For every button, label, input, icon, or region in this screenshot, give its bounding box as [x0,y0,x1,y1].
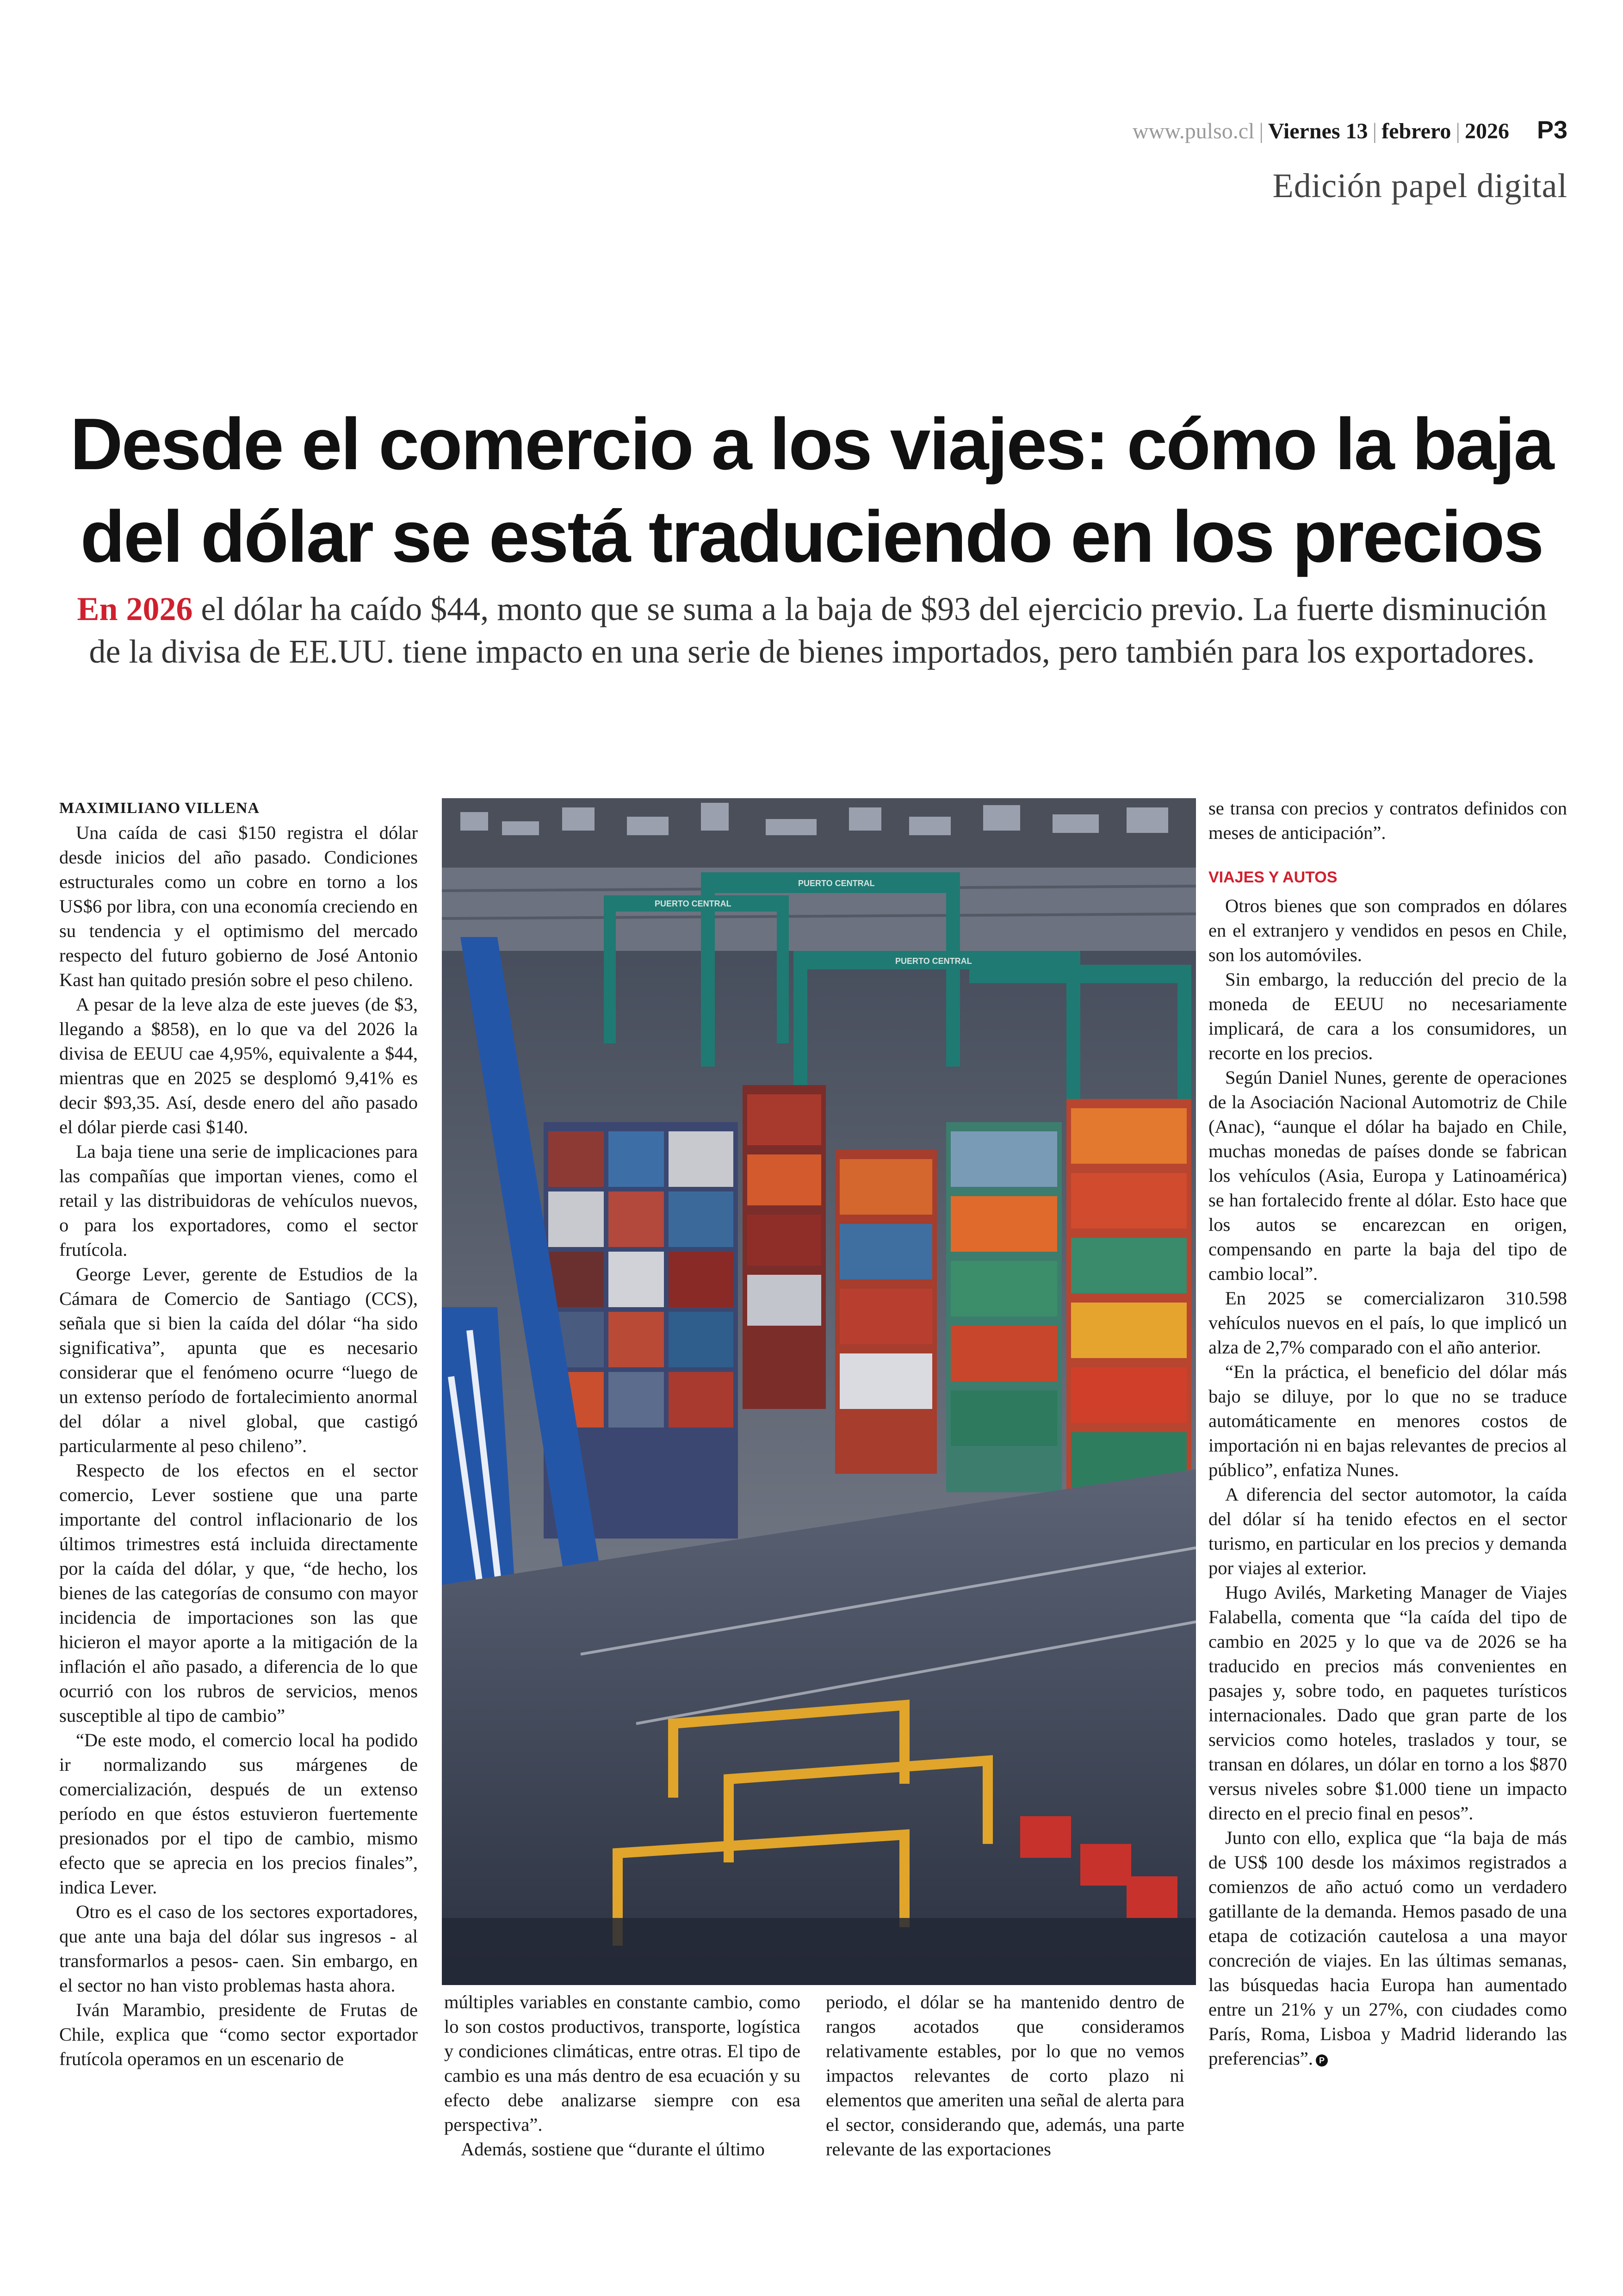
deck [69,588,1555,673]
deck-highlight: En 2026 [77,590,193,627]
paragraph: A diferencia del sector automotor, la caída del dólar sí ha tenido efectos en el sector turismo, en particular en los precios y demanda por viajes al exterior. [1208,1484,1567,1578]
paragraph: Hugo Avilés, Marketing Manager de Viajes Falabella, comenta que “la caída del tipo de cambio en 2025 y lo que va de 2026 se ha traducido en precios más convenientes en pasajes y, sobre todo, en paquetes turísticos internacionales. Dado que gran parte de los servicios como hoteles, traslados y tour, se transan en dólares, un dólar en torno a los $870 versus niveles sobre $1.000 tiene un impacto directo en el precio final en pesos”. [1208,1582,1567,1824]
paragraph: se transa con precios y contratos definidos con meses de anticipación”. [1208,798,1567,843]
paragraph: periodo, el dólar se ha mantenido dentro de rangos acotados que consideramos relativamente estables, por lo que no vemos impactos relevantes de corto plazo ni elementos que ameriten una señal de alerta para el sector, considerando que, además, una parte relevante de las exportaciones [826,1992,1184,2159]
paragraph: múltiples variables en constante cambio, como lo son costos productivos, transporte, logística y condiciones climáticas, entre otras. El tipo de cambio es una más dentro de esa ecuación y su efecto debe analizarse siempre con esa perspectiva”. [444,1992,800,2135]
paragraph: Otro es el caso de los sectores exportadores, que ante una baja del dólar sus ingresos - al transformarlos a pesos- caen. Sin embargo, en el sector no han visto problemas hasta ahora. [59,1901,418,1996]
headline [0,398,1623,583]
deck-line-1 [69,588,1555,630]
site-url[interactable]: www.pulso.cl [1132,119,1255,143]
date-day: Viernes 13 [1268,119,1368,143]
edition-label: Edición papel digital [1272,167,1567,205]
paragraph: Otros bienes que son comprados en dólares en el extranjero y vendidos en pesos en Chile, son los automóviles. [1208,895,1567,965]
section-subhead: VIAJES Y AUTOS [1208,869,1338,886]
column-3 [826,1990,1184,2161]
paragraph: Sin embargo, la reducción del precio de la moneda de EEUU no necesariamente implicará, de cara a los consumidores, un recorte en los precios. [1208,969,1567,1063]
byline: MAXIMILIANO VILLENA [59,800,260,817]
separator: | [1456,119,1460,143]
crane-sign: PUERTO CENTRAL [655,899,731,908]
column-2 [444,1990,800,2161]
crane-sign: PUERTO CENTRAL [798,879,875,888]
deck-line-2: de la divisa de EE.UU. tiene impacto en una serie de bienes importados, pero también para los exportadores. [89,633,1535,670]
paragraph: Iván Marambio, presidente de Frutas de Chile, explica que “como sector exportador frutícola operamos en un escenario de [59,1999,418,2069]
date-month: febrero [1381,119,1451,143]
paragraph: Respecto de los efectos en el sector comercio, Lever sostiene que una parte importante del control inflacionario de los últimos trimestres está incluida directamente por la caída del dólar, y que, “de hecho, los bienes de las categorías de consumo con mayor incidencia de importaciones son las que hicieron el mayor aporte a la mitigación de la inflación el año pasado, a diferencia de lo que ocurrió con los rubros de servicios, menos susceptible al tipo de cambio” [59,1460,418,1726]
paragraph: Además, sostiene que “durante el último [461,2139,765,2159]
photo-illustration [442,798,1196,1985]
paragraph: George Lever, gerente de Estudios de la Cámara de Comercio de Santiago (CCS), señala que si bien la caída del dólar “ha sido significativa”, apunta que es necesario considerar que el fenómeno ocurre “luego de un extenso período de fortalecimiento anormal del dólar a nivel global, que castigó particularmente al peso chileno”. [59,1264,418,1456]
page-number: P3 [1536,116,1567,144]
paragraph: A pesar de la leve alza de este jueves (de $3, llegando a $858), en lo que va del 2026 la divisa de EEUU cae 4,95%, equivalente a $44, mientras que en 2025 se desplomó 9,41% es decir $93,35. Así, desde enero del año pasado el dólar pierde casi $140. [59,994,418,1137]
headline-line-2: del dólar se está traduciendo en los precios [80,496,1543,577]
deck-text: el dólar ha caído $44, monto que se suma a la baja de $93 del ejercicio previo. La fuerte disminución [192,590,1547,627]
paragraph: “De este modo, el comercio local ha podido ir normalizando sus márgenes de comercialización, después de un extenso período en que éstos estuvieron fuertemente presionados por el tipo de cambio, mismo efecto que se aprecia en los precios finales”, indica Lever. [59,1730,418,1898]
column-1 [59,796,418,2071]
port-containers-photo [442,798,1196,1985]
final-paragraph [1208,1825,1567,2071]
end-of-article-icon: P [1316,2054,1328,2066]
column-4 [1208,796,1567,2071]
paragraph: Una caída de casi $150 registra el dólar desde inicios del año pasado. Condiciones estructurales como un cobre en torno a los US$6 por libra, con una economía creciendo en su tendencia y el optimismo del mercado respecto del futuro gobierno de José Antonio Kast han quitado presión sobre el peso chileno. [59,822,418,990]
separator: | [1372,119,1377,143]
folio-line [1133,116,1567,144]
headline-line-1: Desde el comercio a los viajes: cómo la baja [70,403,1553,485]
date-year: 2026 [1464,119,1509,143]
paragraph-text: Junto con ello, explica que “la baja de más de US$ 100 desde los máximos registrados a comienzos de año actuó como un verdadero gatillante de la demanda. Hemos pasado de una etapa de cotización cautelosa a una mayor concreción de viajes. En las últimas semanas, las búsquedas hacia Europa han aumentado entre un 21% y un 27%, con ciudades como París, Roma, Lisboa y Madrid liderando las preferencias”. [1208,1827,1567,2069]
paragraph: En 2025 se comercializaron 310.598 vehículos nuevos en el país, lo que implicó un alza de 2,7% comparado con el año anterior. [1208,1288,1567,1358]
paragraph: Según Daniel Nunes, gerente de operaciones de la Asociación Nacional Automotriz de Chile (Anac), “aunque el dólar ha bajado en Chile, muchas monedas de países donde se fabrican los vehículos (Asia, Europa y Latinoamérica) se han fortalecido frente al dólar. Esto hace que los autos se encarezcan en origen, compensando en parte la baja del tipo de cambio local”. [1208,1067,1567,1284]
paragraph: “En la práctica, el beneficio del dólar más bajo se diluye, por lo que no se traduce automáticamente en menores costos de importación ni en bajas relevantes de precios al público”, enfatiza Nunes. [1208,1361,1567,1480]
crane-sign: PUERTO CENTRAL [895,956,972,966]
paragraph: La baja tiene una serie de implicaciones para las compañías que importan vienes, como el retail y las distribuidoras de vehículos nuevos, o para los exportadores, como el sector frutícola. [59,1141,418,1260]
separator: | [1259,119,1264,143]
